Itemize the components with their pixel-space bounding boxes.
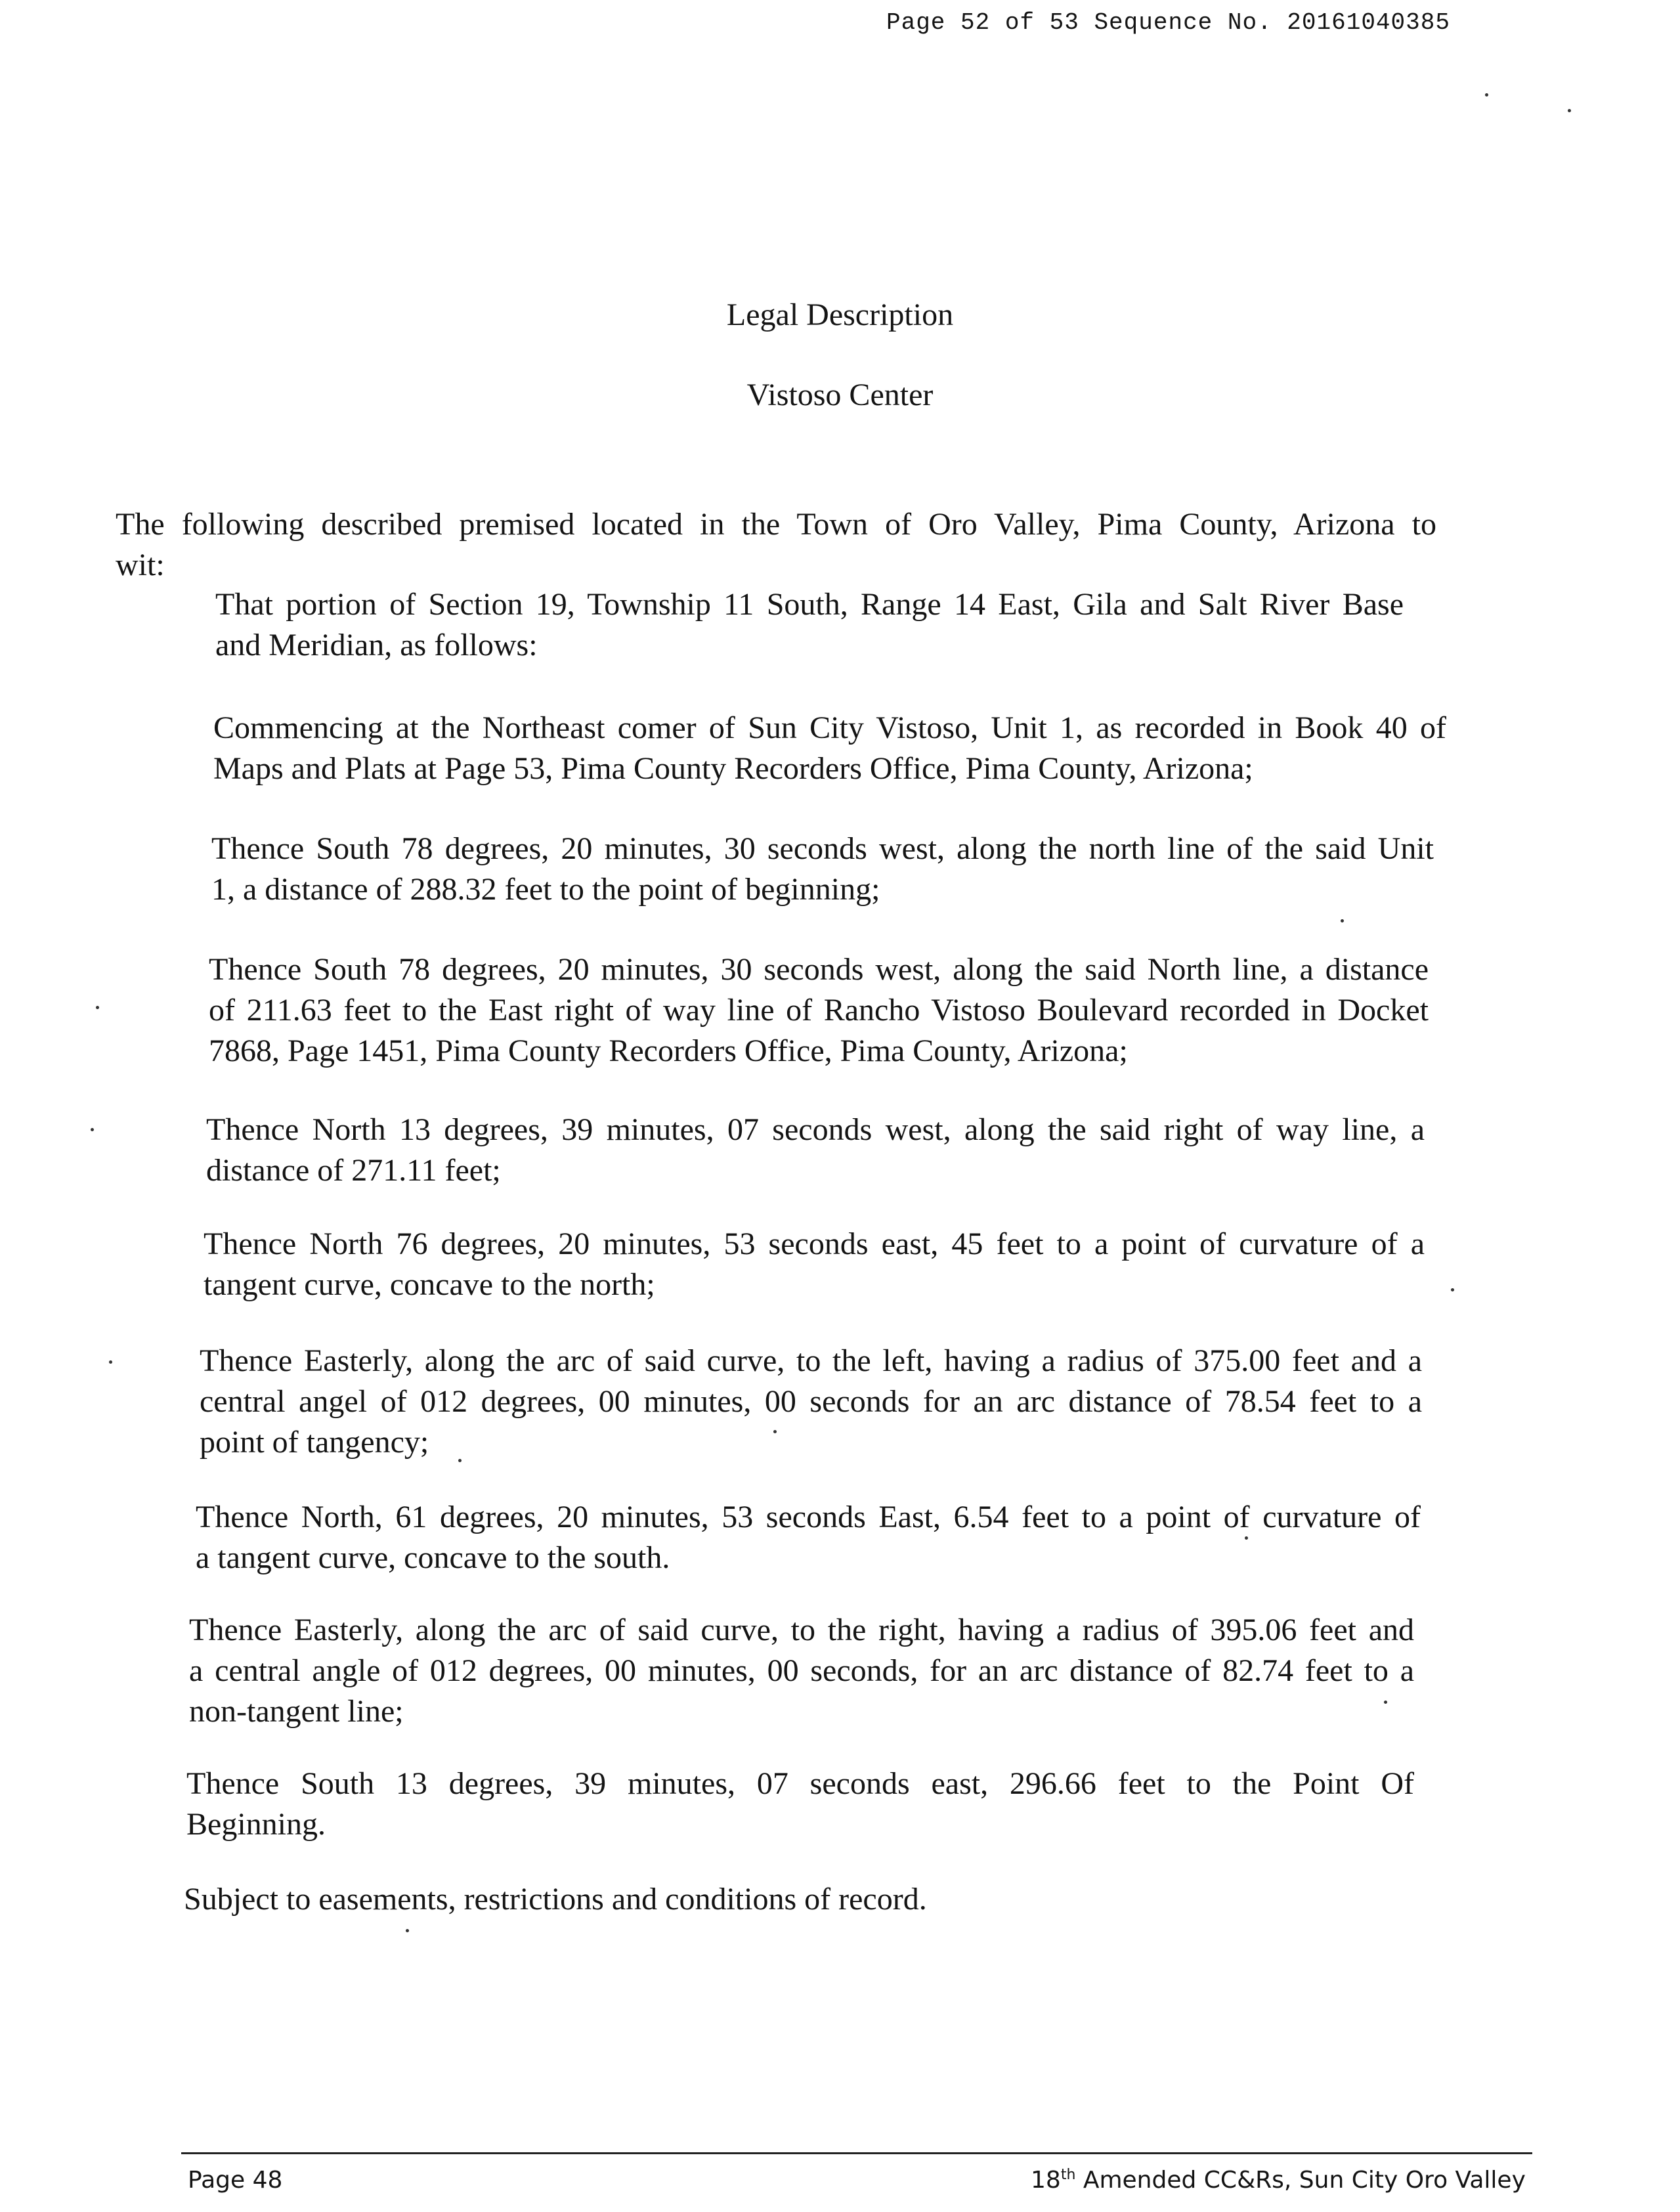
scan-speck [1568, 109, 1571, 112]
scan-speck [406, 1929, 409, 1932]
legal-paragraph [206, 1110, 1425, 1191]
scan-speck [109, 1360, 112, 1364]
intro-line: wit: [116, 548, 165, 582]
paragraph-line: 1, a distance of 288.32 feet to the point of beginning; [211, 872, 880, 907]
footer-rule [181, 2152, 1532, 2154]
footer-document-name [1031, 2167, 1526, 2194]
legal-paragraph [196, 1497, 1421, 1578]
paragraph-line: of 211.63 feet to the East right of way line of Rancho Vistoso Boulevard recorded in Docket [209, 993, 1429, 1028]
paragraph-line: Thence South 13 degrees, 39 minutes, 07 seconds east, 296.66 feet to the Point Of [186, 1766, 1414, 1801]
document-subtitle: Vistoso Center [746, 378, 934, 412]
legal-paragraph [215, 584, 1404, 666]
paragraph-line: 7868, Page 1451, Pima County Recorders Office, Pima County, Arizona; [209, 1033, 1128, 1068]
paragraph-line: distance of 271.11 feet; [206, 1153, 501, 1188]
footer-page-number: Page 48 [188, 2167, 283, 2194]
paragraph-line: Thence South 78 degrees, 20 minutes, 30 seconds west, along the said North line, a distance [209, 952, 1429, 987]
scan-speck [773, 1430, 777, 1433]
paragraph-line: Thence North, 61 degrees, 20 minutes, 53 seconds East, 6.54 feet to a point of curvature of [196, 1500, 1421, 1534]
paragraph-line: Commencing at the Northeast comer of Sun City Vistoso, Unit 1, as recorded in Book 40 of [213, 710, 1446, 745]
paragraph-line: Subject to easements, restrictions and conditions of record. [184, 1882, 927, 1917]
scan-speck [91, 1128, 94, 1131]
scan-speck [1341, 919, 1344, 922]
legal-paragraph [209, 949, 1429, 1072]
paragraph-line: Thence North 76 degrees, 20 minutes, 53 seconds east, 45 feet to a point of curvature of a [204, 1226, 1425, 1261]
paragraph-line: Beginning. [186, 1807, 326, 1842]
scan-speck [1485, 93, 1488, 97]
paragraph-line: point of tangency; [200, 1425, 429, 1460]
scan-speck [458, 1459, 462, 1462]
legal-paragraph [211, 829, 1434, 910]
scan-speck [1451, 1288, 1454, 1291]
document-title: Legal Description [726, 297, 954, 332]
paragraph-line: Thence South 78 degrees, 20 minutes, 30 seconds west, along the north line of the said Unit [211, 831, 1434, 866]
paragraph-line: tangent curve, concave to the north; [204, 1267, 655, 1302]
paragraph-line: central angel of 012 degrees, 00 minutes, 00 seconds for an arc distance of 78.54 feet to a [200, 1384, 1422, 1419]
legal-paragraph [184, 1879, 1431, 1920]
intro-paragraph [116, 504, 1436, 586]
scan-speck [96, 1006, 99, 1009]
intro-line: The following described premised located in the Town of Oro Valley, Pima County, Arizona to [116, 507, 1436, 542]
scan-speck [1384, 1701, 1387, 1704]
paragraph-line: Thence Easterly, along the arc of said curve, to the left, having a radius of 375.00 feet and a [200, 1343, 1422, 1378]
paragraph-line: and Meridian, as follows: [215, 628, 538, 662]
legal-paragraph [200, 1341, 1422, 1463]
paragraph-line: a tangent curve, concave to the south. [196, 1540, 670, 1575]
paragraph-line: Maps and Plats at Page 53, Pima County Recorders Office, Pima County, Arizona; [213, 751, 1253, 786]
edition-number: 18 [1031, 2167, 1061, 2194]
legal-paragraph [204, 1224, 1425, 1305]
document-name: Amended CC&Rs, Sun City Oro Valley [1075, 2167, 1526, 2194]
scan-speck [1245, 1536, 1248, 1540]
paragraph-line: Thence North 13 degrees, 39 minutes, 07 seconds west, along the said right of way line, a [206, 1112, 1425, 1147]
paragraph-line: non-tangent line; [189, 1694, 404, 1729]
legal-paragraph [186, 1764, 1414, 1845]
legal-paragraph [189, 1610, 1414, 1732]
paragraph-line: That portion of Section 19, Township 11 South, Range 14 East, Gila and Salt River Base [215, 587, 1404, 622]
paragraph-line: Thence Easterly, along the arc of said curve, to the right, having a radius of 395.06 feet and [189, 1613, 1414, 1647]
edition-suffix: th [1060, 2167, 1076, 2183]
legal-paragraph [213, 708, 1446, 789]
paragraph-line: a central angle of 012 degrees, 00 minutes, 00 seconds, for an arc distance of 82.74 feet to a [189, 1653, 1414, 1688]
sequence-stamp: Page 52 of 53 Sequence No. 20161040385 [886, 9, 1450, 36]
